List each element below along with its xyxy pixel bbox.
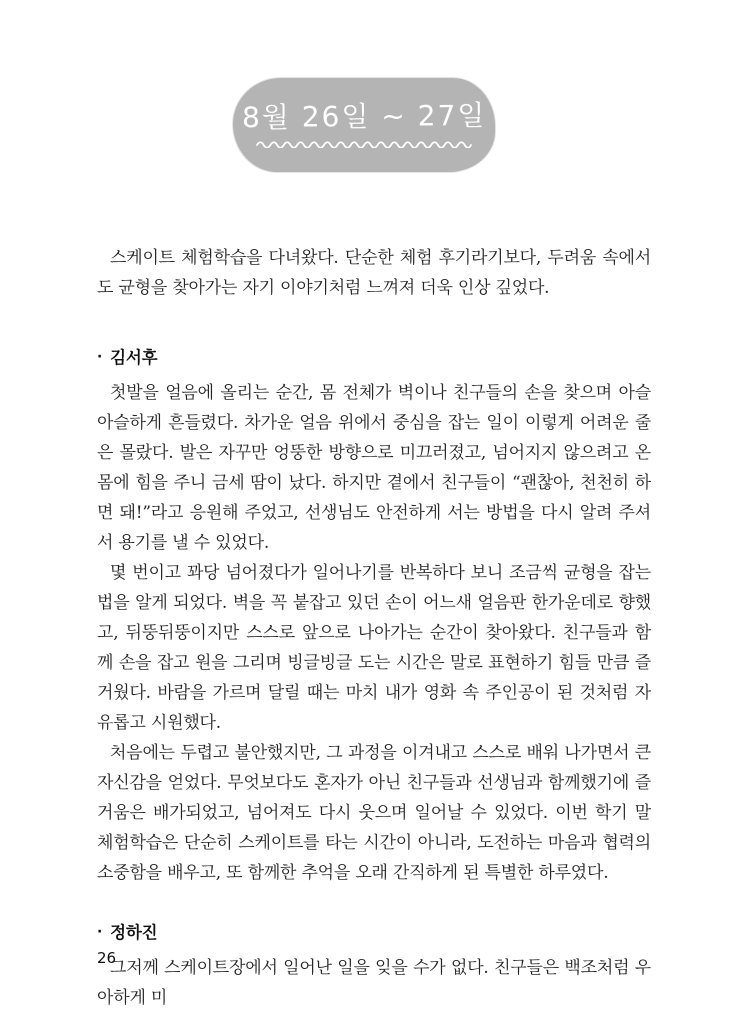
date-badge-label: 8월 26일 ~ 27일 bbox=[241, 98, 487, 134]
bullet-icon: · bbox=[97, 924, 103, 940]
page-number: 26 bbox=[97, 949, 117, 967]
section-name: 김서후 bbox=[110, 348, 158, 367]
intro-paragraph: 스케이트 체험학습을 다녀왔다. 단순한 체험 후기라기보다, 두려움 속에서도 균형을 찾아가는 자기 이야기처럼 느껴져 더욱 인상 깊었다. bbox=[97, 248, 651, 298]
page-body bbox=[97, 243, 651, 1013]
section-head-jeong-hajin bbox=[97, 918, 651, 949]
section-paragraph: 처음에는 두렵고 불안했지만, 그 과정을 이겨내고 스스로 배워 나가면서 큰 자신감을 얻었다. 무엇보다도 혼자가 아닌 친구들과 선생님과 함께했기에 즐거움은 배가되었고, 넘어져도 다시 웃으며 일어날 수 있었다. 이번 학기 말 체험학습은 단순히 스케이트를 타는 시간이 아니라, 도전하는 마음과 협력의 소중함을 배우고, 또 함께한 추억을 오래 간직하게 된 특별한 하루였다. bbox=[97, 743, 651, 883]
section-paragraph: 몇 번이고 꽈당 넘어졌다가 일어나기를 반복하다 보니 조금씩 균형을 잡는 법을 알게 되었다. 벽을 꼭 붙잡고 있던 손이 어느새 얼음판 한가운데로 향했고, 뒤뚱뒤뚱이지만 스스로 앞으로 나아가는 순간이 찾아왔다. 친구들과 함께 손을 잡고 원을 그리며 빙글빙글 도는 시간은 말로 표현하기 힘들 만큼 즐거웠다. 바람을 가르며 달릴 때는 마치 내가 영화 속 주인공이 된 것처럼 자유롭고 시원했다. bbox=[97, 563, 651, 733]
section-paragraph: 첫발을 얼음에 올리는 순간, 몸 전체가 벽이나 친구들의 손을 찾으며 아슬아슬하게 흔들렸다. 차가운 얼음 위에서 중심을 잡는 일이 이렇게 어려운 줄은 몰랐다. 발은 자꾸만 엉뚱한 방향으로 미끄러졌고, 넘어지지 않으려고 온몸에 힘을 주니 금세 땀이 났다. 하지만 곁에서 친구들이 “괜찮아, 천천히 하면 돼!”라고 응원해 주었고, 선생님도 안전하게 서는 방법을 다시 알려 주셔서 용기를 낼 수 있었다. bbox=[97, 383, 651, 553]
date-badge bbox=[233, 78, 495, 172]
section-name: 정하진 bbox=[110, 923, 158, 942]
section-paragraph: 그저께 스케이트장에서 일어난 일을 잊을 수가 없다. 친구들은 백조처럼 우아하게 미 bbox=[97, 958, 651, 1008]
section-head-kim-seohu bbox=[97, 343, 651, 374]
bullet-icon: · bbox=[97, 349, 103, 365]
wavy-underline-icon bbox=[256, 138, 472, 148]
